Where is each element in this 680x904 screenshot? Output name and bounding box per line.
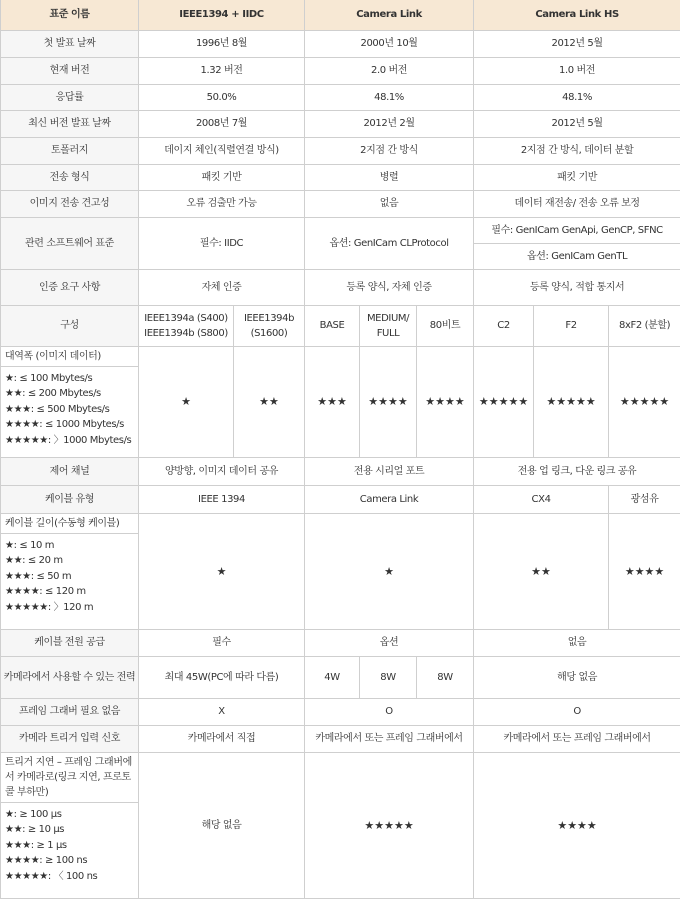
cell-camera-link: 옵션: [305, 629, 474, 656]
cell-ieee1394: 필수: [139, 629, 305, 656]
cell-ieee1394: 필수: IIDC: [139, 217, 305, 269]
row-label: 구성: [1, 305, 139, 346]
cell-camera-link: 2지점 간 방식: [305, 137, 474, 164]
cell-medium-full: MEDIUM/ FULL: [360, 305, 417, 346]
row-label: 카메라에서 사용할 수 있는 전력: [1, 656, 139, 698]
row-config: [1, 305, 680, 346]
row-label: 이미지 전송 견고성: [1, 190, 139, 217]
cell-camera-link-hs: 전용 업 링크, 다운 링크 공유: [474, 457, 680, 485]
cell-c2: C2: [474, 305, 534, 346]
cell-ieee1394: 오류 검출만 가능: [139, 190, 305, 217]
cell-camera-link-hs: 카메라에서 또는 프레임 그래버에서: [474, 725, 680, 752]
row-certification: [1, 269, 680, 305]
header-camera-link-hs: Camera Link HS: [474, 0, 680, 30]
row-label: 최신 버전 발표 날짜: [1, 110, 139, 137]
cell-ieee1394: 카메라에서 직접: [139, 725, 305, 752]
row-camera-power: [1, 656, 680, 698]
star-rating: ★★: [474, 513, 609, 629]
cell-ieee1394: 데이지 체인(직렬연결 방식): [139, 137, 305, 164]
cable-length-legend: [1, 534, 138, 620]
cell-ieee1394: 패킷 기반: [139, 164, 305, 190]
row-cable-length: [1, 513, 680, 629]
cell-8xf2: 8xF2 (분할): [609, 305, 680, 346]
row-label: 프레임 그래버 필요 없음: [1, 698, 139, 725]
legend-item: ★: ≤ 10 m: [5, 539, 55, 551]
row-label: 현재 버전: [1, 57, 139, 84]
row-cable-type: [1, 485, 680, 513]
legend-item: ★★: ≤ 20 m: [5, 555, 63, 566]
star-rating: ★★★: [305, 346, 360, 457]
legend-item: ★: ≤ 100 Mbytes/s: [5, 372, 93, 384]
row-current-version: [1, 57, 680, 84]
trigger-latency-title: 트리거 지연 – 프레임 그래버에서 카메라로(링크 지연, 프로토콜 부하만): [5, 756, 132, 798]
cell-base: BASE: [305, 305, 360, 346]
bandwidth-label-cell: [1, 346, 139, 457]
star-rating: ★★★★: [609, 513, 680, 629]
legend-item: ★★★★: ≤ 1000 Mbytes/s: [5, 419, 124, 430]
cell-camera-link: 2012년 2월: [305, 110, 474, 137]
cell-ieee1394: IEEE 1394: [139, 485, 305, 513]
cell-camera-link: 48.1%: [305, 84, 474, 110]
row-bandwidth: [1, 346, 680, 457]
cell-camera-link: 2000년 10월: [305, 30, 474, 57]
star-rating: ★★★★★: [305, 752, 474, 898]
cell-camera-link: 2.0 버전: [305, 57, 474, 84]
cell-camera-link: 옵션: GenICam CLProtocol: [305, 217, 474, 269]
row-cable-power: [1, 629, 680, 656]
cable-length-title: 케이블 길이(수동형 케이블): [5, 517, 120, 529]
row-response-rate: [1, 84, 680, 110]
legend-item: ★★★★★: 〉1000 Mbytes/s: [5, 434, 132, 446]
cell-camera-link: 카메라에서 또는 프레임 그래버에서: [305, 725, 474, 752]
row-label: 응답률: [1, 84, 139, 110]
star-rating: ★: [139, 346, 234, 457]
cell-camera-link-hs: 1.0 버전: [474, 57, 680, 84]
cell-camera-link-hs: 2지점 간 방식, 데이터 분할: [474, 137, 680, 164]
row-trigger-input: [1, 725, 680, 752]
cell-80bit-power: 8W: [417, 656, 474, 698]
cell-camera-link: 전용 시리얼 포트: [305, 457, 474, 485]
cell-camera-link-hs: 없음: [474, 629, 680, 656]
legend-item: ★★★: ≥ 1 μs: [5, 839, 67, 851]
cell-ieee1394: 50.0%: [139, 84, 305, 110]
cell-camera-link: 병렬: [305, 164, 474, 190]
legend-item: ★★★★★: 〈 100 ns: [5, 870, 98, 882]
header-standard-name: 표준 이름: [1, 0, 139, 30]
row-label: 토폴러지: [1, 137, 139, 164]
header-ieee1394: IEEE1394 + IIDC: [139, 0, 305, 30]
row-robustness: [1, 190, 680, 217]
star-rating: ★★★★★: [534, 346, 609, 457]
cell-fiber: 광섬유: [609, 485, 680, 513]
cell-camera-link-hs-optional: 옵션: GenICam GenTL: [474, 243, 680, 269]
cell-camera-link-hs: 데이터 재전송/ 전송 오류 보정: [474, 190, 680, 217]
cell-camera-link: 등록 양식, 자체 인증: [305, 269, 474, 305]
cell-f2: F2: [534, 305, 609, 346]
cable-length-label-cell: [1, 513, 139, 629]
cell-ieee1394b: IEEE1394b (S1600): [234, 305, 305, 346]
legend-item: ★★: ≥ 10 μs: [5, 824, 65, 835]
row-label: 카메라 트리거 입력 신호: [1, 725, 139, 752]
row-trigger-latency: [1, 752, 680, 898]
legend-item: ★★★★★: 〉120 m: [5, 601, 94, 613]
cell-camera-link-hs: 2012년 5월: [474, 30, 680, 57]
row-topology: [1, 137, 680, 164]
cell-80bit: 80비트: [417, 305, 474, 346]
trigger-latency-label-cell: [1, 752, 139, 898]
legend-item: ★★★★: ≥ 100 ns: [5, 855, 88, 866]
cell-ieee1394: 1.32 버전: [139, 57, 305, 84]
header-camera-link: Camera Link: [305, 0, 474, 30]
legend-item: ★★★: ≤ 500 Mbytes/s: [5, 403, 110, 415]
row-label: 전송 형식: [1, 164, 139, 190]
cell-base-power: 4W: [305, 656, 360, 698]
row-label: 인증 요구 사항: [1, 269, 139, 305]
legend-item: ★★: ≤ 200 Mbytes/s: [5, 388, 101, 399]
star-rating: ★★★★: [474, 752, 680, 898]
star-rating: ★★★★★: [609, 346, 680, 457]
row-transfer-type: [1, 164, 680, 190]
row-no-grabber: [1, 698, 680, 725]
cell-ieee1394: 1996년 8월: [139, 30, 305, 57]
legend-item: ★★★★: ≤ 120 m: [5, 586, 86, 597]
cell-medium-power: 8W: [360, 656, 417, 698]
row-label: 관련 소프트웨어 표준: [1, 217, 139, 269]
star-rating: ★★: [234, 346, 305, 457]
star-rating: ★: [139, 513, 305, 629]
cell-camera-link-hs: 48.1%: [474, 84, 680, 110]
row-control-channel: [1, 457, 680, 485]
legend-item: ★★★: ≤ 50 m: [5, 570, 72, 582]
bandwidth-legend: [1, 367, 138, 453]
row-label: 케이블 전원 공급: [1, 629, 139, 656]
cell-ieee1394: 양방향, 이미지 데이터 공유: [139, 457, 305, 485]
row-label: 케이블 유형: [1, 485, 139, 513]
cell-ieee1394: 최대 45W(PC에 따라 다름): [139, 656, 305, 698]
star-rating: ★★★★: [417, 346, 474, 457]
trigger-latency-legend: [1, 803, 138, 889]
legend-item: ★: ≥ 100 μs: [5, 808, 62, 820]
star-rating: ★: [305, 513, 474, 629]
cell-camera-link-hs-required: 필수: GenICam GenApi, GenCP, SFNC: [474, 217, 680, 243]
cell-ieee1394: 해당 없음: [139, 752, 305, 898]
cell-ieee1394: 2008년 7월: [139, 110, 305, 137]
row-first-release: [1, 30, 680, 57]
cell-camera-link-hs: 패킷 기반: [474, 164, 680, 190]
cell-camera-link-hs: O: [474, 698, 680, 725]
cell-ieee1394: X: [139, 698, 305, 725]
cell-camera-link-hs: 등록 양식, 적합 통지서: [474, 269, 680, 305]
cell-cx4: CX4: [474, 485, 609, 513]
cell-camera-link: O: [305, 698, 474, 725]
cell-camera-link-hs: 2012년 5월: [474, 110, 680, 137]
row-latest-release: [1, 110, 680, 137]
star-rating: ★★★★★: [474, 346, 534, 457]
header-row: [1, 0, 680, 30]
star-rating: ★★★★: [360, 346, 417, 457]
row-label: 첫 발표 날짜: [1, 30, 139, 57]
cell-camera-link: 없음: [305, 190, 474, 217]
cell-ieee1394a: IEEE1394a (S400) IEEE1394b (S800): [139, 305, 234, 346]
row-label: 제어 채널: [1, 457, 139, 485]
cell-camera-link-hs: 해당 없음: [474, 656, 680, 698]
cell-camera-link: Camera Link: [305, 485, 474, 513]
cell-ieee1394: 자체 인증: [139, 269, 305, 305]
bandwidth-title: 대역폭 (이미지 데이터): [5, 350, 101, 362]
row-software: [1, 217, 680, 243]
